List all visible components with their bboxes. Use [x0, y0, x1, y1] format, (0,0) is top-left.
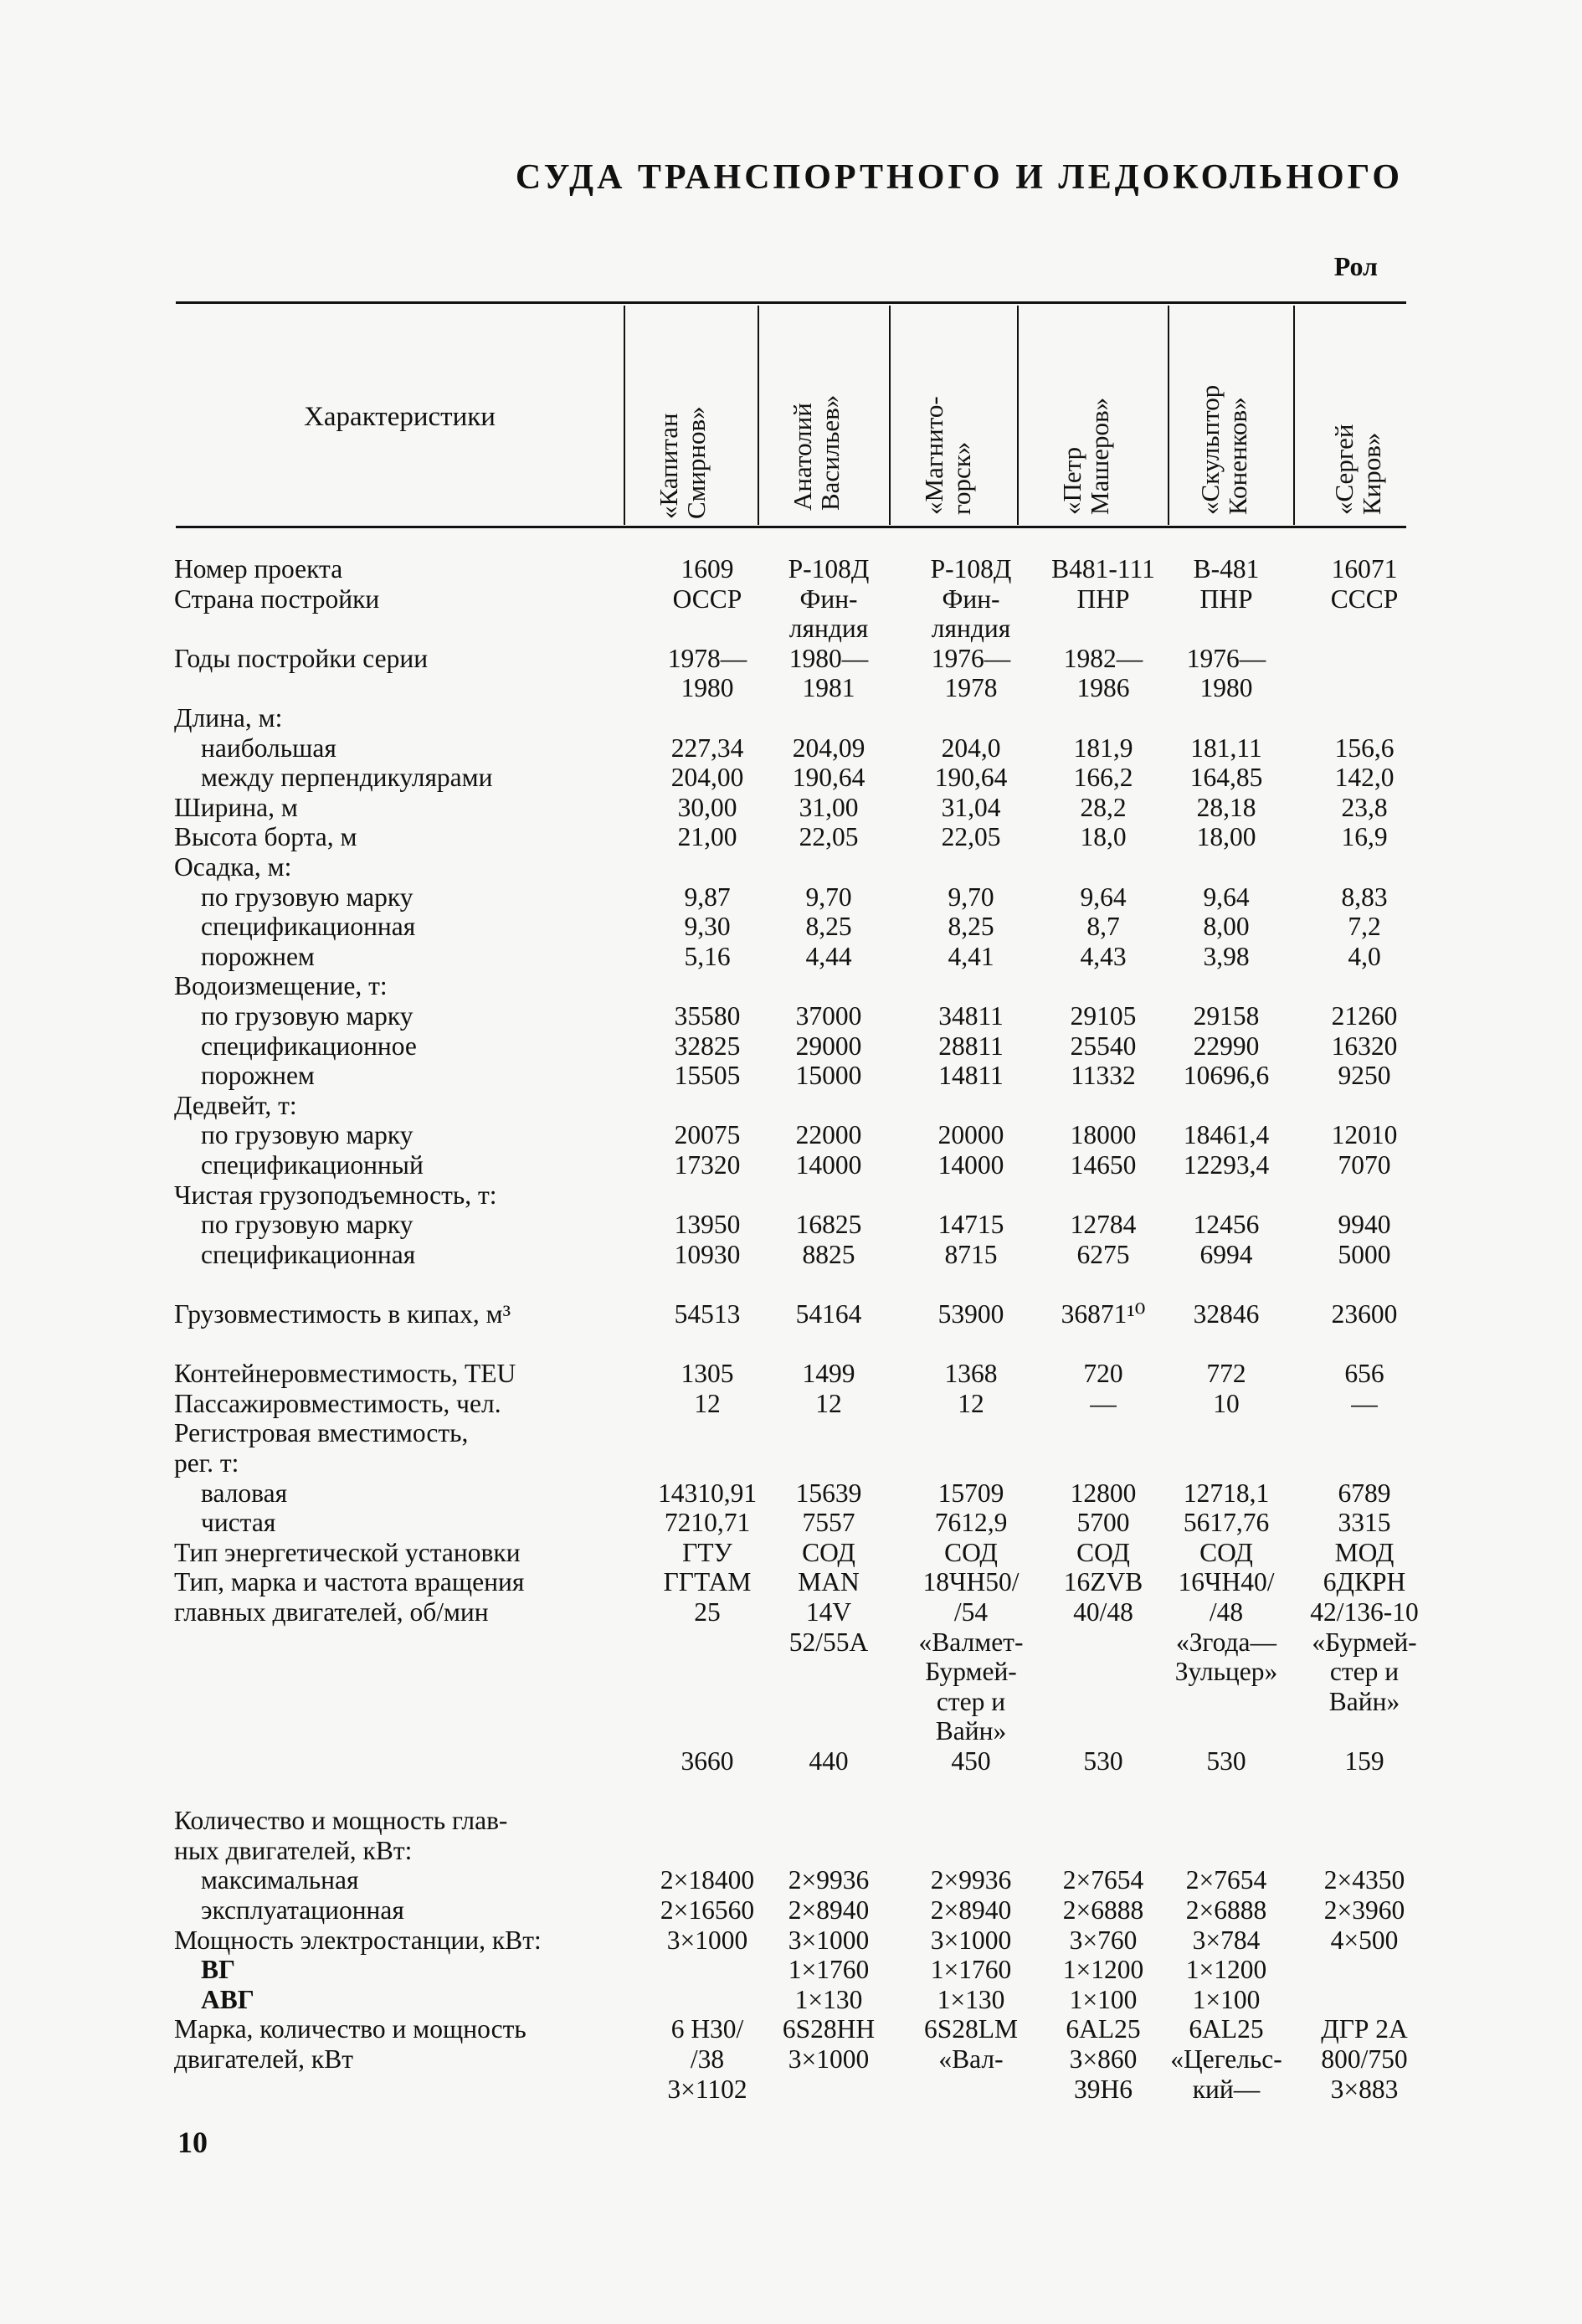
- table-cell: 7210,71: [664, 1508, 751, 1538]
- table-cell: 21260: [1331, 1001, 1398, 1031]
- table-cell: 14310,91: [657, 1478, 758, 1508]
- table-cell: 22000: [795, 1120, 862, 1150]
- page-number: 10: [177, 2126, 208, 2159]
- row-label: главных двигателей, об/мин: [174, 1597, 489, 1627]
- table-cell: 22990: [1193, 1031, 1260, 1061]
- table-cell: 9,87: [684, 882, 731, 912]
- table-cell: 25540: [1070, 1031, 1137, 1061]
- table-cell: «Цегельс-: [1170, 2044, 1282, 2074]
- table-cell: 31,00: [799, 792, 859, 822]
- header-bottom-rule: [176, 526, 1406, 528]
- table-cell: 7,2: [1348, 912, 1381, 942]
- row-label: Мощность электростанции, кВт:: [174, 1925, 542, 1955]
- row-label: наибольшая: [201, 733, 336, 763]
- table-cell: 25: [694, 1597, 721, 1627]
- row-label: Тип, марка и частота вращения: [174, 1567, 525, 1597]
- table-cell: В481-111: [1051, 554, 1155, 584]
- table-cell: 2×6888: [1185, 1895, 1267, 1925]
- table-cell: 8,7: [1086, 912, 1120, 942]
- table-cell: 12800: [1070, 1478, 1137, 1508]
- table-cell: ГГТАМ: [663, 1567, 752, 1597]
- table-cell: 530: [1083, 1746, 1123, 1776]
- table-title: СУДА ТРАНСПОРТНОГО И ЛЕДОКОЛЬНОГО: [515, 158, 1403, 197]
- row-label: спецификационное: [201, 1031, 417, 1061]
- row-label: Дедвейт, т:: [174, 1090, 297, 1120]
- table-cell: 18ЧН50/: [922, 1567, 1020, 1597]
- table-cell: 28811: [938, 1031, 1004, 1061]
- table-cell: 5617,76: [1183, 1508, 1270, 1538]
- table-cell: 37000: [795, 1001, 862, 1031]
- row-label: Грузовместимость в кипах, м³: [174, 1299, 511, 1329]
- row-label: Осадка, м:: [174, 852, 292, 882]
- table-cell: 7070: [1338, 1150, 1391, 1180]
- table-cell: 6AL25: [1189, 2014, 1264, 2044]
- table-cell: 5700: [1076, 1508, 1130, 1538]
- table-cell: 32846: [1193, 1299, 1260, 1329]
- table-cell: 5000: [1338, 1239, 1391, 1269]
- row-label: рег. т:: [174, 1448, 239, 1478]
- table-cell: 7557: [802, 1508, 855, 1538]
- row-label: Страна постройки: [174, 584, 380, 614]
- table-cell: 5,16: [684, 941, 731, 971]
- table-cell: 1980: [681, 673, 734, 703]
- ship-header: «Сергей Киров»: [1329, 424, 1386, 515]
- table-cell: 3×760: [1069, 1925, 1138, 1955]
- table-cell: 1499: [802, 1359, 855, 1389]
- table-cell: 20075: [674, 1120, 741, 1150]
- table-cell: 772: [1206, 1359, 1246, 1389]
- table-cell: 16071: [1331, 554, 1398, 584]
- table-cell: 1×1760: [930, 1955, 1012, 1985]
- row-label: по грузовую марку: [201, 1001, 413, 1031]
- table-cell: 30,00: [677, 792, 737, 822]
- table-cell: 800/750: [1321, 2044, 1408, 2074]
- table-cell: /38: [690, 2044, 725, 2074]
- ship-header: «Петр Машеров»: [1057, 397, 1114, 515]
- row-label: порожнем: [201, 941, 315, 971]
- table-cell: 1976—: [931, 643, 1011, 673]
- table-cell: 54513: [674, 1299, 741, 1329]
- table-cell: 9,70: [948, 882, 994, 912]
- table-cell: 15000: [795, 1061, 862, 1091]
- row-label: Чистая грузоподъемность, т:: [174, 1180, 497, 1210]
- table-cell: 8825: [802, 1239, 855, 1269]
- table-cell: 14000: [795, 1150, 862, 1180]
- table-cell: ляндия: [788, 614, 869, 644]
- table-cell: 4,41: [948, 941, 994, 971]
- table-cell: 22,05: [799, 822, 859, 852]
- ship-header: Анатолий Васильев»: [788, 394, 845, 511]
- row-label: Пассажировместимость, чел.: [174, 1388, 501, 1418]
- table-cell: 17320: [674, 1150, 741, 1180]
- table-cell: 12010: [1331, 1120, 1398, 1150]
- row-label: двигателей, кВт: [174, 2044, 353, 2074]
- table-cell: 9,30: [684, 912, 731, 942]
- table-cell: 8,25: [948, 912, 994, 942]
- row-label: ВГ: [201, 1955, 236, 1985]
- table-cell: Вайн»: [935, 1716, 1007, 1746]
- table-cell: «Бурмей-: [1312, 1627, 1417, 1657]
- table-cell: 530: [1206, 1746, 1246, 1776]
- column-divider: [1293, 306, 1295, 525]
- table-cell: /48: [1209, 1597, 1244, 1627]
- table-cell: 2×7654: [1062, 1865, 1144, 1895]
- table-cell: 142,0: [1334, 763, 1395, 793]
- table-cell: Вайн»: [1328, 1686, 1400, 1716]
- row-label: по грузовую марку: [201, 1210, 413, 1240]
- table-cell: 227,34: [670, 733, 744, 763]
- row-label: Регистровая вместимость,: [174, 1418, 469, 1448]
- table-cell: 204,09: [792, 733, 865, 763]
- table-cell: 15505: [674, 1061, 741, 1091]
- table-cell: 54164: [795, 1299, 862, 1329]
- table-cell: —: [1090, 1388, 1117, 1418]
- table-cell: 6275: [1076, 1239, 1130, 1269]
- table-cell: Фин-: [799, 584, 858, 614]
- table-cell: 13950: [674, 1210, 741, 1240]
- table-cell: 9940: [1338, 1210, 1391, 1240]
- table-cell: ляндия: [931, 614, 1011, 644]
- table-cell: 2×6888: [1062, 1895, 1144, 1925]
- table-cell: 18,0: [1080, 822, 1127, 852]
- table-cell: 6 Н30/: [670, 2014, 744, 2044]
- row-label: валовая: [201, 1478, 288, 1508]
- row-label: Высота борта, м: [174, 822, 357, 852]
- table-cell: 9,64: [1203, 882, 1250, 912]
- table-cell: 32825: [674, 1031, 741, 1061]
- table-cell: 15709: [937, 1478, 1004, 1508]
- table-cell: 164,85: [1189, 763, 1263, 793]
- table-cell: 190,64: [792, 763, 865, 793]
- table-cell: 3×883: [1330, 2074, 1399, 2104]
- table-cell: 2×16560: [660, 1895, 755, 1925]
- table-cell: 204,00: [670, 763, 744, 793]
- table-cell: 36871¹⁰: [1061, 1299, 1146, 1329]
- table-cell: 6ДКРН: [1323, 1567, 1406, 1597]
- table-cell: 8,00: [1203, 912, 1250, 942]
- row-label: Длина, м:: [174, 703, 283, 733]
- table-cell: 35580: [674, 1001, 741, 1031]
- row-label: Контейнеровместимость, TEU: [174, 1359, 516, 1389]
- subtitle-fragment: Рол: [1333, 251, 1378, 281]
- table-cell: 2×7654: [1185, 1865, 1267, 1895]
- table-cell: 2×9936: [788, 1865, 870, 1895]
- table-cell: ПНР: [1199, 584, 1253, 614]
- table-cell: 3315: [1338, 1508, 1391, 1538]
- table-cell: ПНР: [1076, 584, 1130, 614]
- ship-header: «Капитан Смирнов»: [654, 406, 711, 519]
- table-cell: 450: [951, 1746, 991, 1776]
- row-label: чистая: [201, 1508, 276, 1538]
- table-cell: Зульцер»: [1174, 1657, 1278, 1687]
- table-cell: 4,43: [1080, 941, 1127, 971]
- table-cell: 4,0: [1348, 941, 1381, 971]
- table-cell: 720: [1083, 1359, 1123, 1389]
- row-label: спецификационная: [201, 912, 416, 942]
- table-cell: 2×8940: [788, 1895, 870, 1925]
- table-cell: «Вал-: [938, 2044, 1004, 2074]
- table-cell: 1×100: [1192, 1984, 1261, 2014]
- table-cell: 14715: [937, 1210, 1004, 1240]
- table-cell: 1976—: [1186, 643, 1266, 673]
- row-label: эксплуатационная: [201, 1895, 404, 1925]
- table-cell: 16320: [1331, 1031, 1398, 1061]
- row-label: порожнем: [201, 1061, 315, 1091]
- table-cell: 23,8: [1341, 792, 1388, 822]
- table-cell: Бурмей-: [925, 1657, 1017, 1687]
- table-cell: 53900: [937, 1299, 1004, 1329]
- table-cell: 12456: [1193, 1210, 1260, 1240]
- table-cell: 9,70: [805, 882, 852, 912]
- table-cell: 6994: [1199, 1239, 1253, 1269]
- table-cell: 12: [815, 1388, 842, 1418]
- row-label: Водоизмещение, т:: [174, 971, 388, 1001]
- table-cell: 1980: [1199, 673, 1253, 703]
- table-cell: 12: [694, 1388, 721, 1418]
- row-label: Марка, количество и мощность: [174, 2014, 526, 2044]
- table-cell: Р-108Д: [930, 554, 1012, 584]
- row-label: ных двигателей, кВт:: [174, 1835, 413, 1865]
- row-label: Ширина, м: [174, 792, 298, 822]
- row-label: Годы постройки серии: [174, 643, 429, 673]
- table-cell: 3660: [681, 1746, 734, 1776]
- table-cell: 1986: [1076, 673, 1130, 703]
- column-divider: [624, 306, 625, 525]
- table-cell: МОД: [1334, 1537, 1395, 1567]
- table-cell: 10: [1213, 1388, 1240, 1418]
- table-cell: 29158: [1193, 1001, 1260, 1031]
- table-cell: 1×130: [937, 1984, 1005, 2014]
- table-cell: 7612,9: [934, 1508, 1008, 1538]
- table-cell: 29000: [795, 1031, 862, 1061]
- table-cell: 39Н6: [1074, 2074, 1133, 2104]
- table-cell: 20000: [937, 1120, 1004, 1150]
- table-cell: СОД: [1076, 1537, 1130, 1567]
- table-cell: 190,64: [934, 763, 1008, 793]
- row-label: спецификационный: [201, 1150, 424, 1180]
- table-cell: 1305: [681, 1359, 734, 1389]
- table-cell: 14811: [938, 1061, 1004, 1091]
- table-cell: 21,00: [677, 822, 737, 852]
- table-cell: 6S28LM: [923, 2014, 1019, 2044]
- table-cell: 181,11: [1190, 733, 1262, 763]
- table-cell: 4,44: [805, 941, 852, 971]
- table-cell: 28,18: [1196, 792, 1256, 822]
- table-cell: 2×9936: [930, 1865, 1012, 1895]
- table-cell: СОД: [944, 1537, 998, 1567]
- row-label: по грузовую марку: [201, 882, 413, 912]
- table-cell: 440: [809, 1746, 849, 1776]
- table-cell: 28,2: [1080, 792, 1127, 822]
- table-cell: 1978: [944, 673, 998, 703]
- table-cell: 656: [1344, 1359, 1384, 1389]
- table-cell: 31,04: [941, 792, 1001, 822]
- table-cell: 14650: [1070, 1150, 1137, 1180]
- table-cell: MAN: [798, 1567, 860, 1597]
- column-divider: [1168, 306, 1169, 525]
- table-cell: 2×4350: [1323, 1865, 1405, 1895]
- table-cell: 9,64: [1080, 882, 1127, 912]
- table-cell: 3×784: [1192, 1925, 1261, 1955]
- table-cell: 1980—: [788, 643, 869, 673]
- table-cell: стер и: [1329, 1657, 1400, 1687]
- table-cell: 1×1760: [788, 1955, 870, 1985]
- table-cell: 9250: [1338, 1061, 1391, 1091]
- row-label: АВГ: [201, 1984, 254, 2014]
- table-cell: /54: [953, 1597, 989, 1627]
- table-cell: 2×18400: [660, 1865, 755, 1895]
- table-cell: СОД: [1199, 1537, 1253, 1567]
- table-cell: СССР: [1330, 584, 1399, 614]
- table-cell: 1981: [802, 673, 855, 703]
- characteristics-header: Характеристики: [304, 402, 496, 432]
- table-cell: 3×1000: [788, 1925, 870, 1955]
- table-cell: «Згода—: [1175, 1627, 1277, 1657]
- table-cell: 2×3960: [1323, 1895, 1405, 1925]
- table-cell: 16825: [795, 1210, 862, 1240]
- table-cell: «Валмет-: [918, 1627, 1024, 1657]
- table-cell: 4×500: [1330, 1925, 1399, 1955]
- table-cell: ГТУ: [682, 1537, 732, 1567]
- table-cell: 1368: [944, 1359, 998, 1389]
- table-cell: Фин-: [942, 584, 1000, 614]
- table-cell: 8715: [944, 1239, 998, 1269]
- table-cell: В-481: [1193, 554, 1260, 584]
- row-label: между перпендикулярами: [201, 763, 493, 793]
- table-cell: 3×1000: [666, 1925, 748, 1955]
- table-cell: 3,98: [1203, 941, 1250, 971]
- table-cell: 10696,6: [1183, 1061, 1270, 1091]
- table-cell: 15639: [795, 1478, 862, 1508]
- table-cell: 16ZVB: [1063, 1567, 1143, 1597]
- table-cell: 42/136-10: [1310, 1597, 1419, 1627]
- table-cell: 22,05: [941, 822, 1001, 852]
- row-label: Тип энергетической установки: [174, 1537, 521, 1567]
- row-label: Количество и мощность глав-: [174, 1806, 508, 1836]
- column-divider: [1017, 306, 1019, 525]
- table-cell: 52/55А: [788, 1627, 869, 1657]
- table-cell: 12: [958, 1388, 984, 1418]
- table-cell: 1978—: [667, 643, 747, 673]
- table-cell: 1609: [681, 554, 734, 584]
- table-cell: 3×860: [1069, 2044, 1138, 2074]
- table-cell: 1982—: [1063, 643, 1143, 673]
- table-cell: 8,25: [805, 912, 852, 942]
- table-cell: 181,9: [1073, 733, 1133, 763]
- table-cell: 34811: [938, 1001, 1004, 1031]
- table-cell: 6AL25: [1066, 2014, 1141, 2044]
- table-cell: 14V: [805, 1597, 852, 1627]
- table-cell: стер и: [936, 1686, 1006, 1716]
- table-cell: 6S28HH: [782, 2014, 876, 2044]
- table-cell: 3×1000: [930, 1925, 1012, 1955]
- table-cell: 16ЧН40/: [1178, 1567, 1275, 1597]
- table-cell: Р-108Д: [788, 554, 870, 584]
- row-label: максимальная: [201, 1865, 359, 1895]
- table-cell: 12784: [1070, 1210, 1137, 1240]
- table-cell: 1×1200: [1062, 1955, 1144, 1985]
- table-cell: 3×1000: [788, 2044, 870, 2074]
- table-cell: 14000: [937, 1150, 1004, 1180]
- column-divider: [889, 306, 891, 525]
- table-cell: кий—: [1192, 2074, 1261, 2104]
- table-cell: 3×1102: [667, 2074, 747, 2104]
- table-cell: 8,83: [1341, 882, 1388, 912]
- row-label: по грузовую марку: [201, 1120, 413, 1150]
- table-cell: 11332: [1071, 1061, 1136, 1091]
- table-cell: 6789: [1338, 1478, 1391, 1508]
- table-cell: ДГР 2А: [1321, 2014, 1408, 2044]
- ship-header: «Скульптор Коненков»: [1195, 384, 1252, 515]
- table-cell: 12718,1: [1183, 1478, 1270, 1508]
- table-cell: 1×130: [794, 1984, 863, 2014]
- table-cell: 1×100: [1069, 1984, 1138, 2014]
- table-cell: СОД: [802, 1537, 855, 1567]
- row-label: Номер проекта: [174, 554, 343, 584]
- table-cell: ОССР: [672, 584, 742, 614]
- ship-header: «Магнито- горск»: [919, 396, 976, 515]
- table-cell: 18461,4: [1183, 1120, 1270, 1150]
- table-cell: 2×8940: [930, 1895, 1012, 1925]
- table-cell: 10930: [674, 1239, 741, 1269]
- table-cell: 18,00: [1196, 822, 1256, 852]
- table-cell: 23600: [1331, 1299, 1398, 1329]
- table-cell: 16,9: [1341, 822, 1388, 852]
- row-label: спецификационная: [201, 1239, 416, 1269]
- column-divider: [758, 306, 759, 525]
- table-cell: 156,6: [1334, 733, 1395, 763]
- table-cell: 1×1200: [1185, 1955, 1267, 1985]
- table-cell: 12293,4: [1183, 1150, 1270, 1180]
- table-cell: 29105: [1070, 1001, 1137, 1031]
- table-cell: —: [1351, 1388, 1378, 1418]
- table-cell: 40/48: [1073, 1597, 1133, 1627]
- table-cell: 204,0: [941, 733, 1001, 763]
- table-cell: 18000: [1070, 1120, 1137, 1150]
- table-cell: 159: [1344, 1746, 1384, 1776]
- table-cell: 166,2: [1073, 763, 1133, 793]
